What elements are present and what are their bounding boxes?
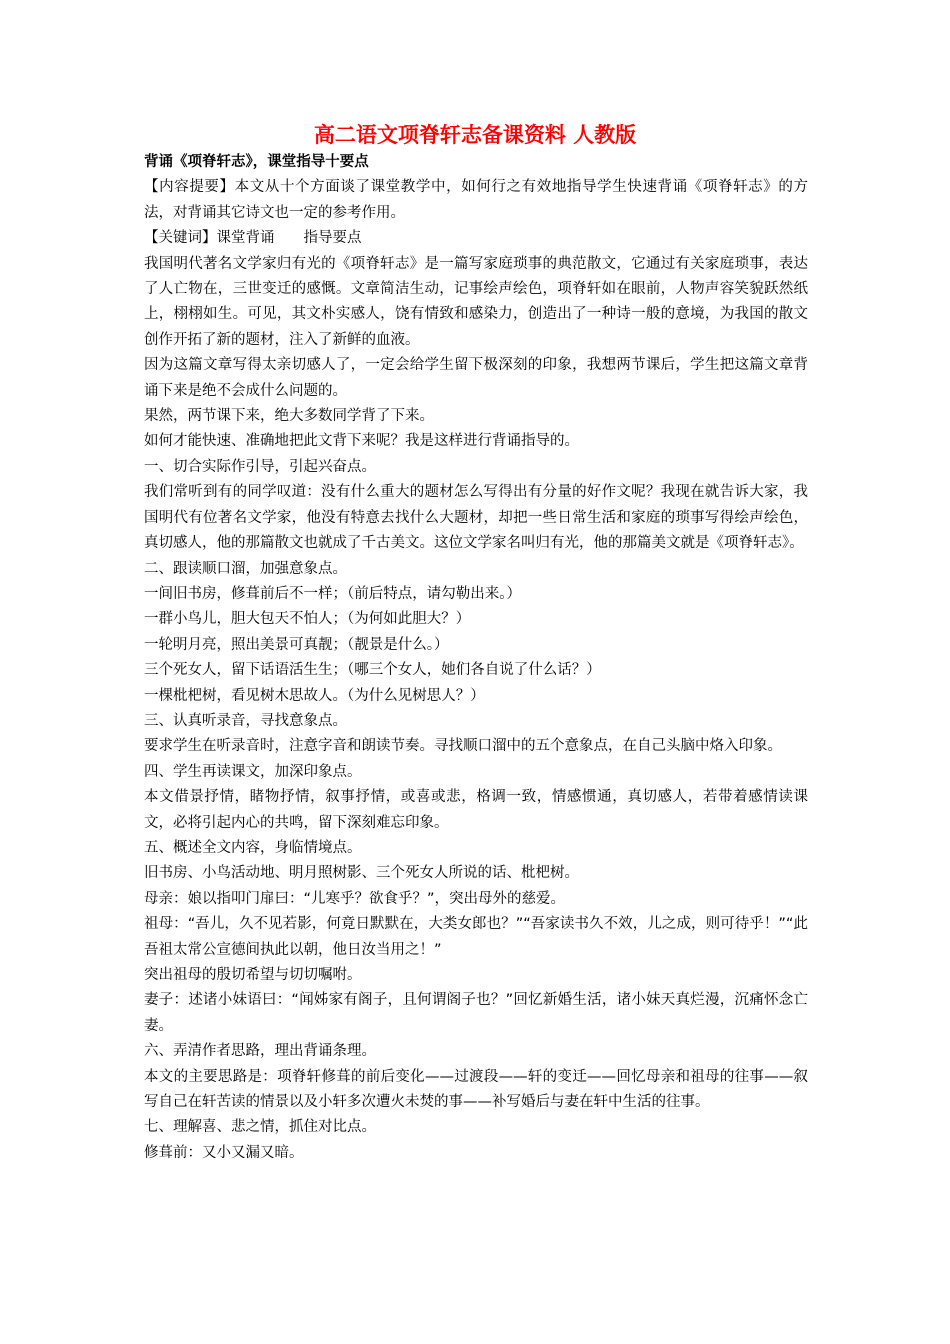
rhyme-line: 一轮明月亮，照出美景可真靓；（靓景是什么。）	[144, 636, 449, 653]
paragraph: 要求学生在听录音时，注意字音和朗读节奏。寻找顺口溜中的五个意象点，在自己头脑中烙入印象。	[144, 738, 782, 755]
paragraph: 本文借景抒情，睹物抒情，叙事抒情，或喜或悲，格调一致，情感惯通，真切感人，若带着感情读课文，必将引起内心的共鸣，留下深刻难忘印象。	[144, 789, 808, 831]
paragraph: 因为这篇文章写得太亲切感人了，一定会给学生留下极深刻的印象，我想两节课后，学生把这篇文章背诵下来是绝不会成什么问题的。	[144, 357, 808, 399]
section-heading: 五、概述全文内容，身临情境点。	[144, 839, 362, 856]
paragraph: 修葺前：又小又漏又暗。	[144, 1144, 304, 1161]
rhyme-line: 一群小鸟儿，胆大包天不怕人；（为何如此胆大？）	[144, 611, 471, 628]
paragraph: 妻子：述诸小妹语曰：“闻姊家有阁子，且何谓阁子也？”回忆新婚生活，诸小妹天真烂漫，沉痛怀念亡妻。	[144, 992, 808, 1034]
rhyme-line: 一棵枇杷树，看见树木思故人。（为什么见树思人？）	[144, 687, 485, 704]
paragraph: 母亲：娘以指叩门扉曰：“儿寒乎？欲食乎？”，突出母外的慈爱。	[144, 890, 566, 907]
section-heading: 七、理解喜、悲之情，抓住对比点。	[144, 1119, 376, 1136]
document-body	[144, 150, 808, 1166]
paragraph: 祖母：“吾儿，久不见若影，何竟日默默在，大类女郎也？”“吾家读书久不效，儿之成，则可待乎！”“此吾祖太常公宣德间执此以朝，他日汝当用之！”	[144, 916, 808, 958]
section-heading: 六、弄清作者思路，理出背诵条理。	[144, 1043, 376, 1060]
section-heading: 一、切合实际作引导，引起兴奋点。	[144, 458, 376, 475]
paragraph: 突出祖母的殷切希望与切切嘱咐。	[144, 967, 362, 983]
paragraph: 本文的主要思路是：项脊轩修葺的前后变化——过渡段——轩的变迁——回忆母亲和祖母的往事——叙写自己在轩苦读的情景以及小轩多次遭火未焚的事——补写婚后与妻在轩中生活的往事。	[144, 1068, 808, 1111]
rhyme-line: 一间旧书房，修葺前后不一样；（前后特点，请勾勒出来。）	[144, 585, 521, 602]
section-heading: 二、跟读顺口溜，加强意象点。	[144, 560, 347, 577]
paragraph: 我们常听到有的同学叹道：没有什么重大的题材怎么写得出有分量的好作文呢？我现在就告诉大家，我国明代有位著名文学家，他没有特意去找什么大题材，却把一些日常生活和家庭的琐事写得绘声绘色，真切感人，他的那篇散文也就成了千古美文。这位文学家名叫归有光，他的那篇美文就是《项脊轩志》。	[144, 484, 808, 552]
paragraph-keywords: 【关键词】课堂背诵 指导要点	[144, 230, 362, 247]
section-heading: 四、学生再读课文，加深印象点。	[144, 763, 362, 780]
section-heading: 三、认真听录音，寻找意象点。	[144, 712, 347, 729]
document-subtitle: 背诵《项脊轩志》，课堂指导十要点	[144, 154, 369, 170]
paragraph: 果然，两节课下来，绝大多数同学背了下来。	[144, 408, 434, 425]
paragraph: 我国明代著名文学家归有光的《项脊轩志》是一篇写家庭琐事的典范散文，它通过有关家庭琐事，表达了人亡物在，三世变迁的感慨。文章简洁生动，记事绘声绘色，项脊轩如在眼前，人物声容笑貌跃然纸上，栩栩如生。可见，其文朴实感人，饶有情致和感染力，创造出了一种诗一般的意境，为我国的散文创作开拓了新的题材，注入了新鲜的血液。	[144, 255, 808, 348]
paragraph: 如何才能快速、准确地把此文背下来呢？我是这样进行背诵指导的。	[144, 433, 579, 450]
rhyme-line: 三个死女人，留下话语活生生；（哪三个女人，她们各自说了什么话？）	[144, 662, 601, 679]
document-title: 高二语文项脊轩志备课资料 人教版	[313, 122, 637, 147]
paragraph: 旧书房、小鸟活动地、明月照树影、三个死女人所说的话、枇杷树。	[144, 865, 579, 882]
paragraph-abstract: 【内容提要】本文从十个方面谈了课堂教学中，如何行之有效地指导学生快速背诵《项脊轩志》的方法，对背诵其它诗文也一定的参考作用。	[144, 179, 808, 221]
